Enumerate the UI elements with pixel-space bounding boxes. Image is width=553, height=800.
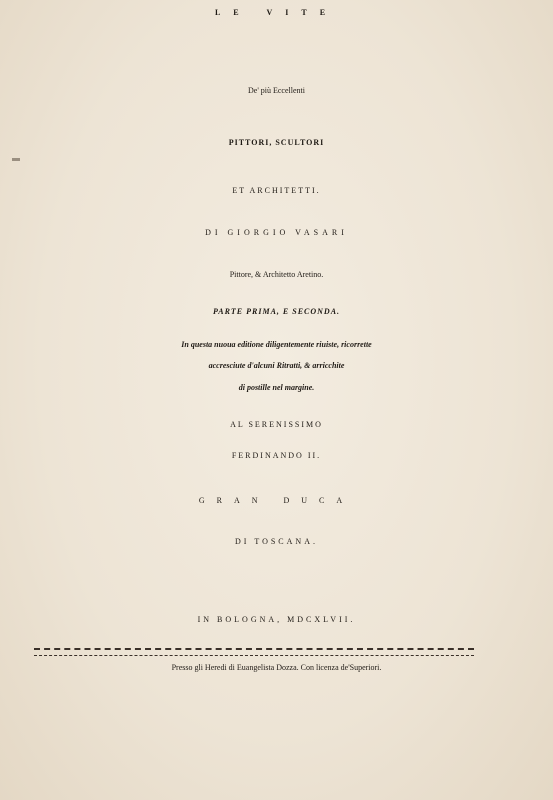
- title-le-vite: LE VITE: [214, 8, 339, 17]
- subtitle-pittori-scultori: PITTORI, SCULTORI: [228, 138, 325, 147]
- dedicatee-name: FERDINANDO II.: [231, 451, 322, 460]
- parts-heading: PARTE PRIMA, E SECONDA.: [212, 307, 341, 316]
- dedicatee-realm: DI TOSCANA.: [235, 537, 318, 546]
- author-description: Pittore, & Architetto Aretino.: [229, 270, 324, 279]
- publisher-line: Presso gli Heredi di Euangelista Dozza. Con licenza de'Superiori.: [171, 663, 382, 672]
- divider-rule-thin: [34, 655, 474, 656]
- imprint-place-date: IN BOLOGNA, MDCXLVII.: [197, 615, 356, 624]
- author-name: DI GIORGIO VASARI: [205, 228, 348, 237]
- subtitle-architetti: ET ARCHITETTI.: [232, 186, 321, 195]
- edition-note-line-3: di postille nel margine.: [238, 383, 315, 392]
- margin-mark: [12, 158, 20, 161]
- edition-note-line-2: accresciute d'alcuni Ritratti, & arricchite: [208, 361, 345, 370]
- dedication-serenissimo: AL SERENISSIMO: [230, 420, 323, 429]
- edition-note-line-1: In questa nuoua editione diligentemente riuiste, ricorrette: [181, 340, 372, 349]
- divider-rule: [34, 648, 474, 650]
- subtitle-eccellenti: De' più Eccellenti: [248, 86, 305, 95]
- dedicatee-title: GRAN DUCA: [198, 496, 355, 505]
